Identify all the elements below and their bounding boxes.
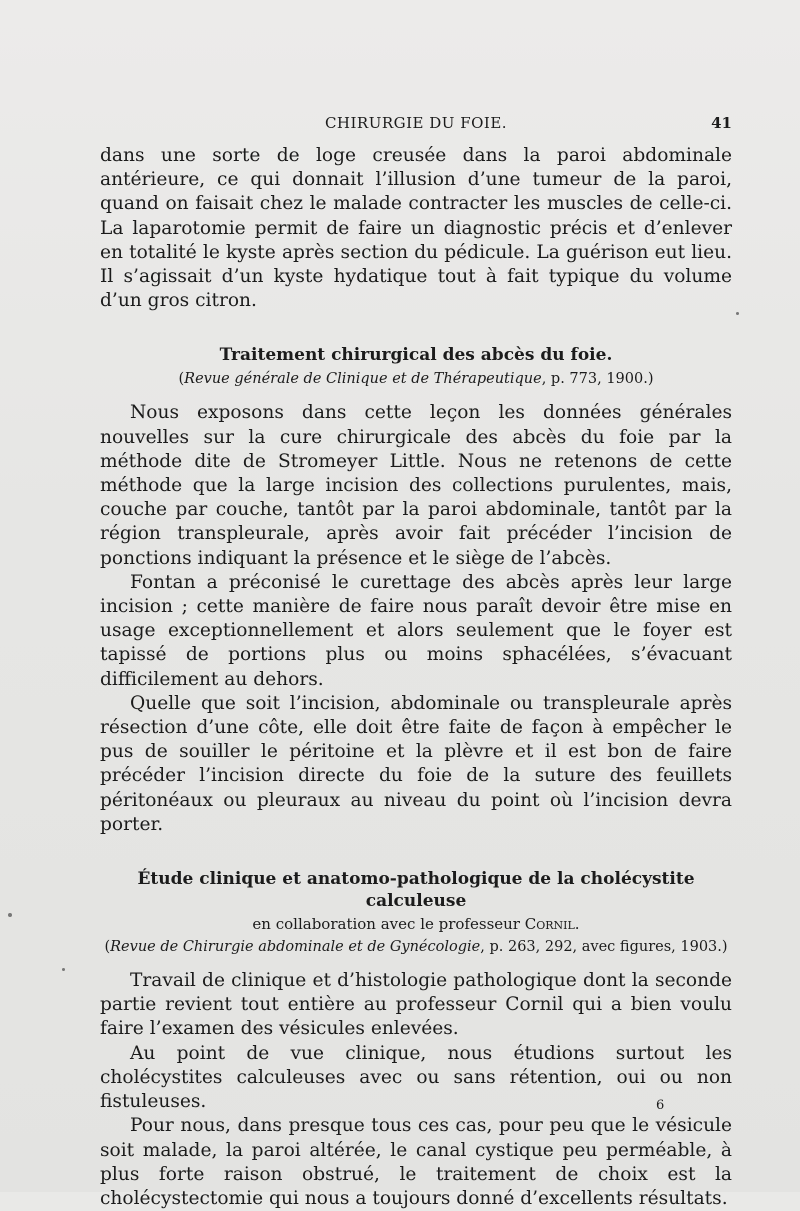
signature-mark: 6: [656, 1098, 665, 1113]
section-2-paragraph: Travail de clinique et d’histologie pathologique dont la seconde partie revient tout entière au professeur Cornil qui a bien voulu faire l’examen des vésicules enlevées.: [100, 970, 732, 1040]
section-2-subtitle-prefix: en collaboration avec le professeur: [252, 915, 525, 934]
section-2-title: Étude clinique et anatomo-pathologique de la cholécystite calculeuse: [137, 869, 695, 912]
ref-paren: (: [104, 939, 111, 956]
section-1-ref-details: , p. 773, 1900.): [541, 371, 654, 388]
section-2-reference: [100, 937, 732, 957]
intro-paragraph: dans une sorte de loge creusée dans la paroi abdominale antérieure, ce qui donnait l’illusion d’une tumeur de la paroi, quand on faisait chez le malade contracter les muscles de celle-ci. La laparotomie permit de faire un diagnostic précis et d’enlever en totalité le kyste après section du pédicule. La guérison eut lieu. Il s’agissait d’un kyste hydatique tout à fait typique du volume d’un gros citron.: [100, 145, 732, 312]
page-number: 41: [711, 114, 732, 132]
paper-speck: [8, 913, 12, 917]
section-2-collaborator: Cornil.: [524, 915, 580, 934]
section-2-paragraph: Au point de vue clinique, nous étudions surtout les cholécystites calculeuses avec ou sans rétention, oui ou non fistuleuses.: [100, 1042, 732, 1113]
section-2-paragraph: Pour nous, dans presque tous ces cas, pour peu que le vésicule soit malade, la paroi altérée, le canal cystique peu perméable, à plus forte raison obstrué, le traitement de choix est la cholécystectomie qui nous a toujours donné d’excellents résultats.: [100, 1115, 732, 1209]
section-1-paragraph: Fontan a préconisé le curettage des abcès après leur large incision ; cette manière de faire nous paraît devoir être mise en usage exceptionnellement et alors seulement que le foyer est tapissé de portions plus ou moins sphacélées, s’évacuant difficilement au dehors.: [100, 571, 732, 690]
paper-speck: [62, 968, 65, 971]
running-title: CHIRURGIE DU FOIE.: [324, 114, 508, 132]
section-2-ref-details: , p. 263, 292, avec figures, 1903.): [480, 939, 728, 956]
page-body: [100, 144, 732, 1211]
section-2-subtitle: [100, 914, 732, 934]
paper-speck: [736, 312, 739, 315]
section-1-reference: [100, 369, 732, 389]
page-header: [100, 114, 732, 138]
section-1-paragraph: Nous exposons dans cette leçon les données générales nouvelles sur la cure chirurgicale des abcès du foie par la méthode dite de Stromeyer Little. Nous ne retenons de cette méthode que la large incision des collections purulentes, mais, couche par couche, tantôt par la paroi abdominale, tantôt par la région transpleurale, après avoir fait précéder l’incision de ponctions indiquant la présence et le siège de l’abcès.: [100, 402, 732, 569]
section-1-paragraph: Quelle que soit l’incision, abdominale ou transpleurale après résection d’une côte, elle doit être faite de façon à empêcher le pus de souiller le péritoine et la plèvre et il est bon de faire précéder l’incision directe du foie de la suture des feuillets péritonéaux ou pleuraux au niveau du point où l’incision devra porter.: [100, 692, 732, 835]
section-1-title: Traitement chirurgical des abcès du foie.: [219, 345, 613, 366]
ref-paren: (: [178, 371, 185, 388]
section-2-journal: Revue de Chirurgie abdominale et de Gynécologie: [110, 939, 481, 956]
section-1-journal: Revue générale de Clinique et de Thérapeutique: [184, 371, 542, 388]
